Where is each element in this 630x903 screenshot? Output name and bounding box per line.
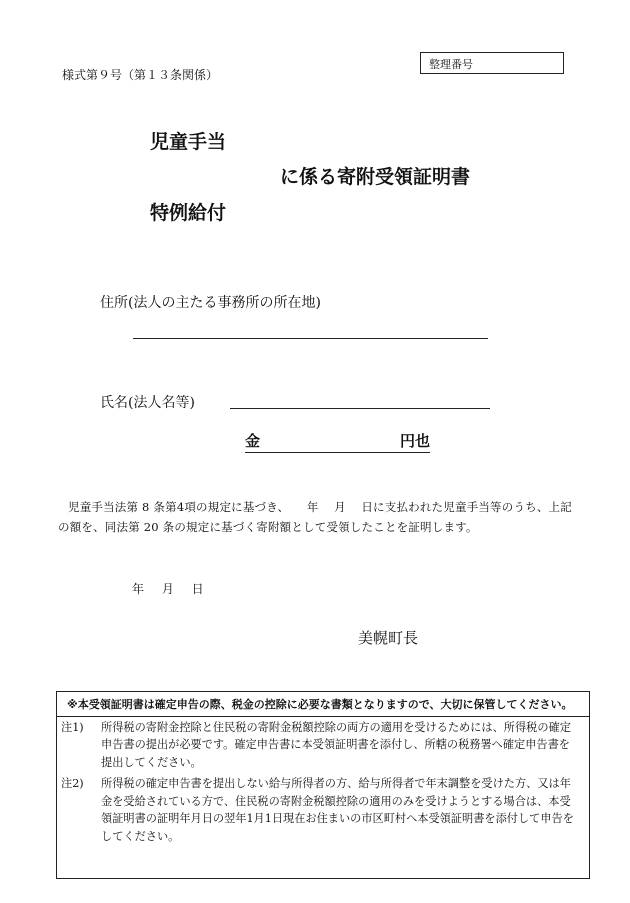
issue-date: 年 月 日 <box>132 582 204 596</box>
notice-header: ※本受領証明書は確定申告の際、税金の控除に必要な書類となりますので、大切に保管してください。 <box>57 692 589 717</box>
note-2-text: 所得税の確定申告書を提出しない給与所得者の方、給与所得者で年末調整を受けた方、又は年金を受給されている方で、住民税の寄附金税額控除の適用のみを受けようとする場合は、本受領証明書の証明年月日の翌年1月1日現在お住まいの市区町村へ本受領証明書を添付して申告をしてください。 <box>101 777 574 843</box>
note-2-number: 注2) <box>61 777 84 790</box>
name-field[interactable] <box>230 408 490 409</box>
note-1 <box>57 717 589 772</box>
notice-box <box>56 691 590 879</box>
title-line-1: 児童手当 <box>150 131 227 153</box>
address-field[interactable] <box>133 338 488 339</box>
serial-number-label: 整理番号 <box>429 58 473 71</box>
issuer-name: 美幌町長 <box>358 629 419 647</box>
title-line-2: に係る寄附受領証明書 <box>280 166 471 188</box>
note-1-number: 注1) <box>61 720 84 734</box>
amount-suffix: 円也 <box>399 432 430 450</box>
title-line-3: 特例給付 <box>150 202 227 224</box>
name-label: 氏名(法人名等) <box>100 395 195 411</box>
address-label: 住所(法人の主たる事務所の所在地) <box>100 295 321 311</box>
note-1-text: 所得税の寄附金控除と住民税の寄附金税額控除の両方の適用を受けるためには、所得税の確定申告書の提出が必要です。確定申告書に本受領証明書を添付し、所轄の税務署へ確定申告書を提出してください。 <box>101 720 571 769</box>
form-number: 様式第９号（第１３条関係） <box>62 68 219 82</box>
amount-field[interactable] <box>245 430 430 453</box>
note-2 <box>57 773 589 845</box>
amount-prefix: 金 <box>245 432 261 450</box>
certification-statement: 児童手当法第 8 条第4項の規定に基づき、 年 月 日に支払われた児童手当等のうち、上記の額を、同法第 20 条の規定に基づく寄附額として受領したことを証明します。 <box>58 500 572 534</box>
serial-number-box[interactable] <box>420 52 564 74</box>
